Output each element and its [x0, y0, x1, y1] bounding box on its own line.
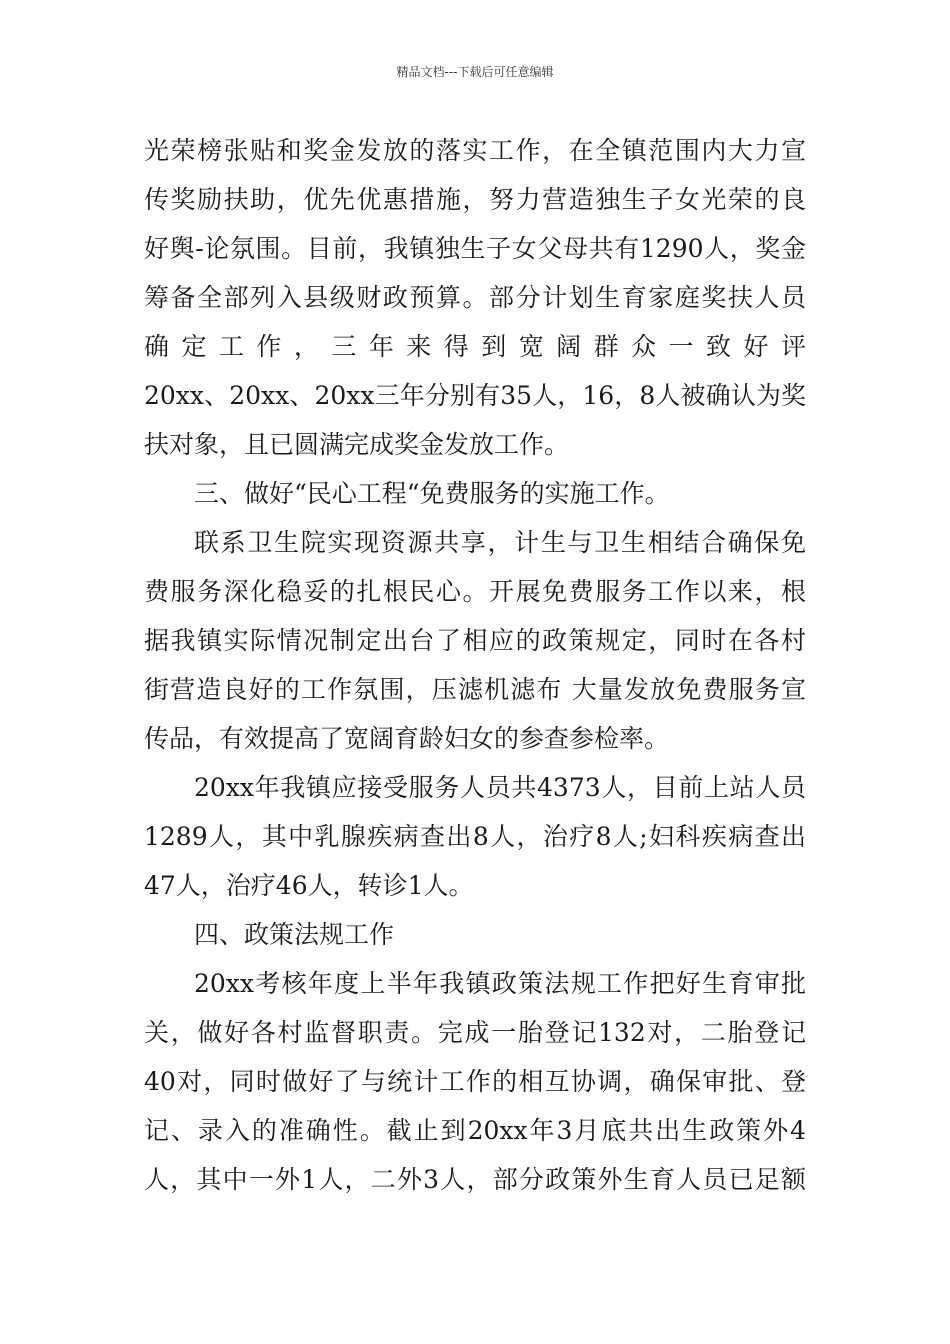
text-line: 人，其中一外1人，二外3人，部分政策外生育人员已足额: [144, 1165, 806, 1194]
text-line: 好舆-论氛围。目前，我镇独生子女父母共有1290人，奖金: [144, 234, 806, 263]
text-line: 费服务深化稳妥的扎根民心。开展免费服务工作以来，根: [144, 577, 806, 606]
text-line: 三、做好“民心工程“免费服务的实施工作。: [194, 479, 670, 508]
page-header: 精品文档---下载后可任意编辑: [396, 65, 554, 79]
text-line: 20xx考核年度上半年我镇政策法规工作把好生育审批: [194, 969, 806, 998]
text-line: 光荣榜张贴和奖金发放的落实工作，在全镇范围内大力宣: [144, 136, 806, 165]
body-text: [144, 126, 806, 1204]
text-line: 40对，同时做好了与统计工作的相互协调，确保审批、登: [144, 1067, 806, 1096]
text-line: 20xx、20xx、20xx三年分别有35人，16，8人被确认为奖: [144, 381, 806, 410]
text-line: 筹备全部列入县级财政预算。部分计划生育家庭奖扶人员: [144, 283, 806, 312]
text-line: 联系卫生院实现资源共享，计生与卫生相结合确保免: [194, 528, 806, 557]
text-line: 扶对象，且已圆满完成奖金发放工作。: [144, 430, 570, 459]
text-line: 47人，治疗46人，转诊1人。: [144, 871, 474, 900]
text-line: 确 定 工 作 ， 三 年 来 得 到 宽 阔 群 众 一 致 好 评: [144, 332, 806, 361]
text-line: 1289人，其中乳腺疾病查出8人，治疗8人;妇科疾病查出: [144, 822, 806, 851]
text-line: 传奖励扶助，优先优惠措施，努力营造独生子女光荣的良: [144, 185, 806, 214]
text-line: 四、政策法规工作: [194, 920, 395, 949]
text-line: 街营造良好的工作氛围，压滤机滤布 大量发放免费服务宣: [144, 675, 806, 704]
text-line: 记、录入的准确性。截止到20xx年3月底共出生政策外4: [144, 1116, 806, 1145]
text-line: 传品，有效提高了宽阔育龄妇女的参查参检率。: [144, 724, 670, 753]
text-line: 20xx年我镇应接受服务人员共4373人，目前上站人员: [194, 773, 806, 802]
text-line: 关，做好各村监督职责。完成一胎登记132对，二胎登记: [144, 1018, 806, 1047]
text-line: 据我镇实际情况制定出台了相应的政策规定，同时在各村: [144, 626, 806, 655]
